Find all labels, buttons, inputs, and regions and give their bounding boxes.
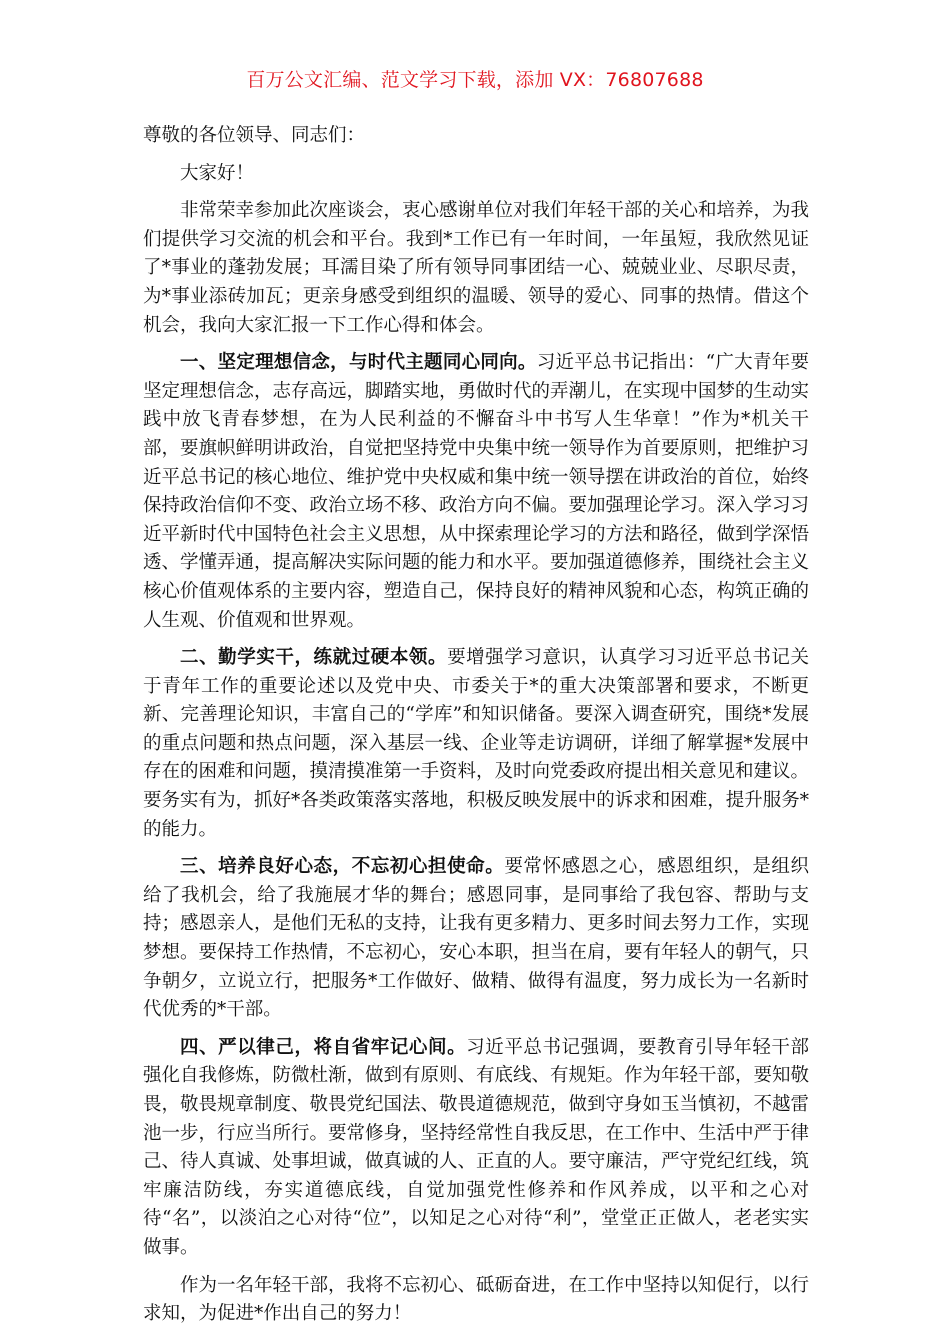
greeting: 大家好！ bbox=[180, 162, 255, 184]
section-paragraph bbox=[143, 644, 809, 844]
header-banner: 百万公文汇编、范文学习下载，添加 VX：76807688 bbox=[246, 69, 704, 91]
section-body: 要增强学习意识，认真学习习近平总书记关于青年工作的重要论述以及党中央、市委关于*的重大决策部署和要求，不断更新、完善理论知识，丰富自己的“学库”和知识储备。要深入调查研究，围绕*发展的重点问题和热点问题，深入基层一线、企业等走访调研，详细了解掌握*发展中存在的困难和问题，摸清摸准第一手资料，及时向党委政府提出相关意见和建议。要务实有为，抓好*各类政策落实落地，积极反映发展中的诉求和困难，提升服务*的能力。 bbox=[143, 647, 810, 840]
section-body: 要常怀感恩之心，感恩组织，是组织给了我机会，给了我施展才华的舞台；感恩同事，是同事给了我包容、帮助与支持；感恩亲人，是他们无私的支持，让我有更多精力、更多时间去努力工作，实现梦想。要保持工作热情，不忘初心，安心本职，担当在肩，要有年轻人的朝气，只争朝夕，立说立行，把服务*工作做好、做精、做得有温度，努力成长为一名新时代优秀的*干部。 bbox=[143, 856, 810, 1021]
section-body: 习近平总书记强调，要教育引导年轻干部强化自我修炼，防微杜渐，做到有原则、有底线、有规矩。作为年轻干部，要知敬畏，敬畏规章制度、敬畏党纪国法、敬畏道德规范，做到守身如玉当慎初，不越雷池一步，行应当所行。要常修身，坚持经常性自我反思，在工作中、生活中严于律己、待人真诚、处事坦诚，做真诚的人、正直的人。要守廉洁，严守党纪红线，筑牢廉洁防线，夯实道德底线，自觉加强党性修养和作风养成，以平和之心对待“名”，以淡泊之心对待“位”，以知足之心对待“利”，堂堂正正做人，老老实实做事。 bbox=[143, 1036, 810, 1258]
salutation: 尊敬的各位领导、同志们： bbox=[143, 125, 366, 146]
intro-paragraph: 非常荣幸参加此次座谈会，衷心感谢单位对我们年轻干部的关心和培养，为我们提供学习交流的机会和平台。我到*工作已有一年时间，一年虽短，我欣然见证了*事业的蓬勃发展；耳濡目染了所有领导同事团结一心、兢兢业业、尽职尽责，为*事业添砖加瓦；更亲身感受到组织的温暖、领导的爱心、同事的热情。借这个机会，我向大家汇报一下工作心得和体会。 bbox=[143, 200, 810, 336]
section-heading: 三、培养良好心态，不忘初心担使命。 bbox=[180, 856, 505, 878]
section-paragraph bbox=[143, 1034, 809, 1263]
speech-body bbox=[143, 122, 809, 1338]
section-body: 习近平总书记指出：“广大青年要坚定理想信念，志存高远，脚踏实地，勇做时代的弄潮儿，在实现中国梦的生动实践中放飞青春梦想，在为人民利益的不懈奋斗中书写人生华章！”作为*机关干部，要旗帜鲜明讲政治，自觉把坚持党中央集中统一领导作为首要原则，把维护习近平总书记的核心地位、维护党中央权威和集中统一领导摆在讲政治的首位，始终保持政治信仰不变、政治立场不移、政治方向不偏。要加强理论学习。深入学习习近平新时代中国特色社会主义思想，从中探索理论学习的方法和路径，做到学深悟透、学懂弄通，提高解决实际问题的能力和水平。要加强道德修养，围绕社会主义核心价值观体系的主要内容，塑造自己，保持良好的精神风貌和心态，构筑正确的人生观、价值观和世界观。 bbox=[143, 352, 810, 631]
closing-paragraph: 作为一名年轻干部，我将不忘初心、砥砺奋进，在工作中坚持以知促行，以行求知，为促进*作出自己的努力！ bbox=[143, 1274, 810, 1325]
section-paragraph bbox=[143, 349, 809, 635]
section-heading: 一、坚定理想信念，与时代主题同心同向。 bbox=[180, 352, 537, 374]
section-paragraph bbox=[143, 853, 809, 1025]
section-heading: 四、严以律己，将自省牢记心间。 bbox=[180, 1036, 467, 1058]
section-heading: 二、勤学实干，练就过硬本领。 bbox=[180, 647, 448, 669]
